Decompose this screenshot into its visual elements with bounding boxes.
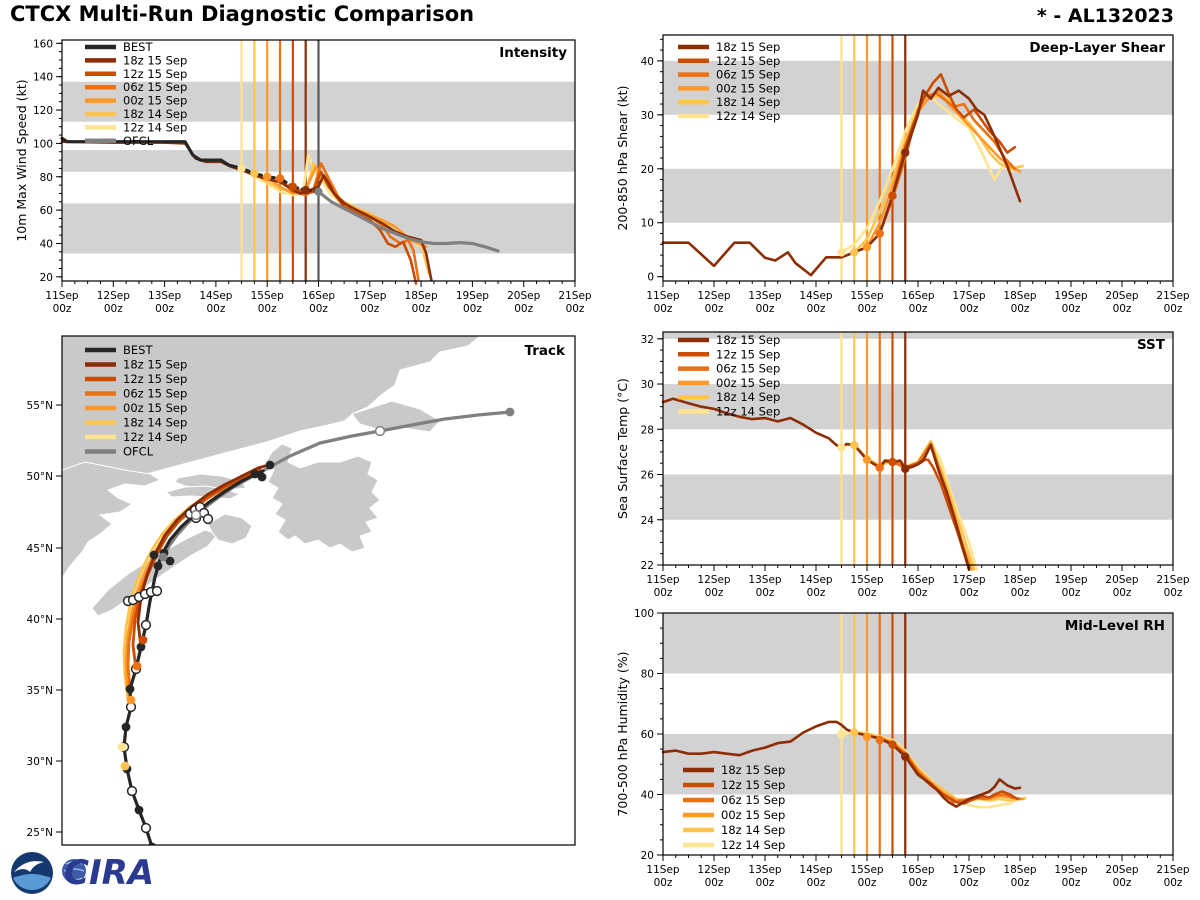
svg-text:18z 15 Sep: 18z 15 Sep [721,763,786,777]
svg-text:06z 15 Sep: 06z 15 Sep [721,793,786,807]
svg-text:18Sep: 18Sep [404,290,438,302]
svg-text:12z 15 Sep: 12z 15 Sep [716,53,781,68]
init-marker [901,465,909,473]
svg-text:18Sep: 18Sep [1003,574,1037,586]
svg-text:12z 14 Sep: 12z 14 Sep [716,109,781,123]
svg-text:00z: 00z [959,303,979,315]
init-marker [850,728,858,736]
svg-text:00z: 00z [806,303,826,315]
svg-text:26: 26 [640,469,654,482]
svg-text:50°N: 50°N [26,471,53,483]
svg-text:OFCL: OFCL [123,133,154,148]
init-marker [876,464,884,472]
position-marker-00z [139,636,148,645]
y-axis-label: 10m Max Wind Speed (kt) [14,79,29,242]
svg-text:00z: 00z [704,303,724,315]
svg-text:00z: 00z [360,303,380,315]
position-marker-00z [133,662,142,671]
svg-text:12z 15 Sep: 12z 15 Sep [716,347,781,362]
svg-text:00z: 00z [908,303,928,315]
position-marker-00z [126,685,135,694]
svg-text:40: 40 [39,238,53,251]
svg-text:00z: 00z [155,303,175,315]
svg-text:00z: 00z [857,587,877,599]
svg-text:21Sep: 21Sep [558,290,592,302]
svg-text:80: 80 [640,668,654,681]
y-axis-label: 200-850 hPa Shear (kt) [615,85,630,231]
svg-text:100: 100 [32,138,53,151]
svg-text:00z: 00z [1061,877,1081,889]
svg-text:12Sep: 12Sep [96,290,130,302]
cira-logo [62,853,154,893]
svg-text:30°N: 30°N [26,756,53,768]
footer-logos [11,852,154,894]
svg-text:12z 14 Sep: 12z 14 Sep [123,120,188,135]
svg-text:15Sep: 15Sep [250,290,284,302]
svg-text:19Sep: 19Sep [1054,864,1088,876]
svg-text:160: 160 [32,38,53,51]
svg-text:18z 15 Sep: 18z 15 Sep [123,53,188,68]
svg-text:00z: 00z [1163,587,1183,599]
svg-text:00z: 00z [514,303,534,315]
page-title: CTCX Multi-Run Diagnostic Comparison [10,2,475,26]
svg-text:120: 120 [32,105,53,118]
svg-text:14Sep: 14Sep [199,290,233,302]
init-marker [837,248,845,256]
svg-text:12Sep: 12Sep [697,574,731,586]
position-marker-00z [127,696,136,705]
svg-text:20Sep: 20Sep [1105,290,1139,302]
svg-text:00z: 00z [704,877,724,889]
position-marker-12z [376,427,385,436]
svg-text:06z 15 Sep: 06z 15 Sep [123,386,188,401]
svg-text:100: 100 [633,608,654,620]
svg-text:28: 28 [640,424,654,437]
svg-text:00z: 00z [1061,587,1081,599]
landmass [208,514,252,544]
position-marker-00z [148,843,157,852]
svg-text:40°N: 40°N [26,614,53,626]
position-marker-12z [142,621,151,630]
svg-text:00z 15 Sep: 00z 15 Sep [123,401,188,415]
noaa-logo [11,852,53,894]
svg-text:14Sep: 14Sep [799,290,833,302]
svg-text:14Sep: 14Sep [799,864,833,876]
svg-text:19Sep: 19Sep [1054,290,1088,302]
svg-text:18z 14 Sep: 18z 14 Sep [721,823,786,837]
svg-text:13Sep: 13Sep [748,864,782,876]
svg-text:00z: 00z [755,877,775,889]
cira-wordmark: CIRA [64,853,155,893]
svg-text:20: 20 [640,163,654,176]
svg-text:18z 15 Sep: 18z 15 Sep [716,40,781,54]
svg-text:06z 15 Sep: 06z 15 Sep [123,80,188,95]
svg-text:00z: 00z [103,303,123,315]
shear-panel [615,35,1190,315]
svg-text:18z 14 Sep: 18z 14 Sep [123,415,188,430]
svg-text:00z: 00z [206,303,226,315]
init-marker [301,186,309,194]
svg-text:21Sep: 21Sep [1156,864,1190,876]
svg-text:15Sep: 15Sep [850,864,884,876]
svg-text:00z: 00z [653,587,673,599]
svg-text:06z 15 Sep: 06z 15 Sep [716,361,781,376]
svg-text:60: 60 [39,205,53,218]
svg-text:11Sep: 11Sep [646,574,680,586]
svg-text:00z: 00z [653,303,673,315]
svg-text:00z: 00z [1061,303,1081,315]
svg-text:17Sep: 17Sep [952,864,986,876]
y-axis-label: Sea Surface Temp (°C) [615,378,630,519]
svg-text:12z 14 Sep: 12z 14 Sep [123,430,188,444]
panel-title: Intensity [499,45,567,61]
svg-text:00z: 00z [959,877,979,889]
svg-text:00z: 00z [1112,587,1132,599]
svg-text:12z 15 Sep: 12z 15 Sep [123,66,188,81]
svg-text:BEST: BEST [123,40,153,54]
svg-text:16Sep: 16Sep [901,290,935,302]
svg-text:16Sep: 16Sep [901,864,935,876]
svg-text:40: 40 [640,55,654,68]
svg-text:45°N: 45°N [26,543,53,555]
svg-text:140: 140 [32,71,53,84]
svg-text:19Sep: 19Sep [455,290,489,302]
position-marker-12z [192,511,201,520]
init-marker [888,192,896,200]
svg-text:24: 24 [640,514,654,527]
svg-text:00z: 00z [52,303,72,315]
init-marker [276,174,284,182]
intensity-panel [14,38,592,315]
position-marker-00z [118,743,127,752]
position-marker-00z [506,408,515,417]
svg-text:00z: 00z [1163,303,1183,315]
svg-text:12Sep: 12Sep [697,864,731,876]
svg-text:32: 32 [640,333,654,346]
svg-text:18z 14 Sep: 18z 14 Sep [716,95,781,110]
svg-text:21Sep: 21Sep [1156,290,1190,302]
svg-text:12z 14 Sep: 12z 14 Sep [716,404,781,419]
svg-text:21Sep: 21Sep [1156,574,1190,586]
position-marker-00z [150,551,159,560]
svg-text:00z: 00z [1112,303,1132,315]
svg-text:20Sep: 20Sep [1105,864,1139,876]
position-marker-00z [121,762,130,771]
position-marker-00z [159,553,168,562]
position-marker-12z [204,515,213,524]
init-marker [901,752,909,760]
category-band [663,475,1173,520]
svg-text:35°N: 35°N [26,685,53,697]
svg-text:15Sep: 15Sep [850,290,884,302]
position-marker-12z [128,787,137,796]
track-panel [27,336,575,851]
svg-text:12z 15 Sep: 12z 15 Sep [721,778,786,792]
svg-text:13Sep: 13Sep [748,290,782,302]
init-marker [901,148,909,156]
svg-text:30: 30 [640,109,654,122]
svg-text:30: 30 [640,379,654,392]
svg-text:13Sep: 13Sep [748,574,782,586]
svg-text:00z 15 Sep: 00z 15 Sep [716,375,781,390]
svg-text:13Sep: 13Sep [148,290,182,302]
init-marker [850,248,858,256]
panel-title: Track [524,343,565,359]
svg-text:00z: 00z [806,587,826,599]
svg-text:17Sep: 17Sep [952,290,986,302]
svg-text:06z 15 Sep: 06z 15 Sep [716,67,781,82]
svg-text:20Sep: 20Sep [507,290,541,302]
init-marker [237,164,245,172]
svg-text:00z: 00z [1010,877,1030,889]
svg-text:00z: 00z [1010,587,1030,599]
init-marker [863,456,871,464]
init-marker [837,443,845,451]
svg-text:00z: 00z [653,877,673,889]
svg-text:12z 15 Sep: 12z 15 Sep [123,372,188,386]
svg-text:OFCL: OFCL [123,444,154,459]
svg-text:00z: 00z [857,877,877,889]
init-marker [837,730,845,738]
svg-text:18z 15 Sep: 18z 15 Sep [716,333,781,347]
svg-text:17Sep: 17Sep [353,290,387,302]
svg-text:00z: 00z [565,303,585,315]
svg-text:00z: 00z [704,587,724,599]
svg-text:00z 15 Sep: 00z 15 Sep [123,93,188,108]
svg-text:10: 10 [640,217,654,230]
svg-text:18z 14 Sep: 18z 14 Sep [716,390,781,405]
init-marker [888,458,896,466]
svg-text:11Sep: 11Sep [45,290,79,302]
svg-text:11Sep: 11Sep [646,864,680,876]
position-marker-12z [142,824,151,833]
rh-panel [615,608,1190,889]
svg-text:00z: 00z [908,877,928,889]
panel-title: Mid-Level RH [1064,618,1165,634]
svg-text:18z 15 Sep: 18z 15 Sep [123,357,188,372]
svg-text:00z: 00z [309,303,328,315]
svg-text:18Sep: 18Sep [1003,290,1037,302]
svg-text:00z: 00z [462,303,482,315]
svg-text:60: 60 [640,729,654,741]
svg-text:16Sep: 16Sep [901,574,935,586]
panel-title: Deep-Layer Shear [1029,40,1165,56]
svg-text:22: 22 [640,560,654,572]
svg-text:12Sep: 12Sep [697,290,731,302]
svg-text:11Sep: 11Sep [646,290,680,302]
svg-text:0: 0 [647,271,654,284]
position-marker-00z [122,723,131,732]
init-marker [850,441,858,449]
init-marker [876,229,884,237]
init-marker [263,173,271,181]
svg-text:00z: 00z [411,303,431,315]
svg-text:00z: 00z [1163,877,1183,889]
category-band [663,169,1173,223]
svg-text:00z: 00z [908,587,928,599]
init-marker [314,188,322,196]
svg-text:40: 40 [640,789,654,802]
init-marker [250,169,258,177]
position-marker-12z [153,587,162,596]
svg-text:18z 14 Sep: 18z 14 Sep [123,107,188,121]
panel-title: SST [1136,337,1165,353]
svg-text:80: 80 [39,171,53,184]
storm-id-label: * - AL132023 [1036,5,1174,27]
svg-text:00z: 00z [806,877,826,889]
init-marker [888,740,896,748]
svg-text:17Sep: 17Sep [952,574,986,586]
svg-text:14Sep: 14Sep [799,574,833,586]
svg-text:00z 15 Sep: 00z 15 Sep [721,808,786,822]
position-marker-00z [135,806,144,815]
svg-text:00z: 00z [1010,303,1030,315]
y-axis-label: 700-500 hPa Humidity (%) [615,651,630,817]
svg-text:19Sep: 19Sep [1054,574,1088,586]
svg-text:20Sep: 20Sep [1105,574,1139,586]
svg-text:18Sep: 18Sep [1003,864,1037,876]
svg-text:15Sep: 15Sep [850,574,884,586]
svg-text:00z: 00z [257,303,277,315]
init-marker [863,243,871,251]
svg-text:00z: 00z [755,587,775,599]
svg-text:00z: 00z [1112,877,1132,889]
svg-text:00z: 00z [857,303,877,315]
svg-text:BEST: BEST [123,343,153,357]
svg-text:16Sep: 16Sep [301,290,336,302]
position-marker-00z [266,461,275,470]
svg-text:12z 14 Sep: 12z 14 Sep [721,838,786,852]
position-marker-00z [258,473,267,482]
svg-text:55°N: 55°N [26,400,53,412]
position-marker-00z [154,562,163,571]
svg-text:25°N: 25°N [26,827,53,839]
init-marker [863,733,871,741]
svg-text:20: 20 [640,850,654,862]
init-marker [876,736,884,744]
svg-text:00z 15 Sep: 00z 15 Sep [716,81,781,96]
svg-text:00z: 00z [959,587,979,599]
sst-panel [615,332,1190,599]
svg-text:00z: 00z [755,303,775,315]
init-marker [289,183,297,191]
svg-text:20: 20 [39,271,53,284]
